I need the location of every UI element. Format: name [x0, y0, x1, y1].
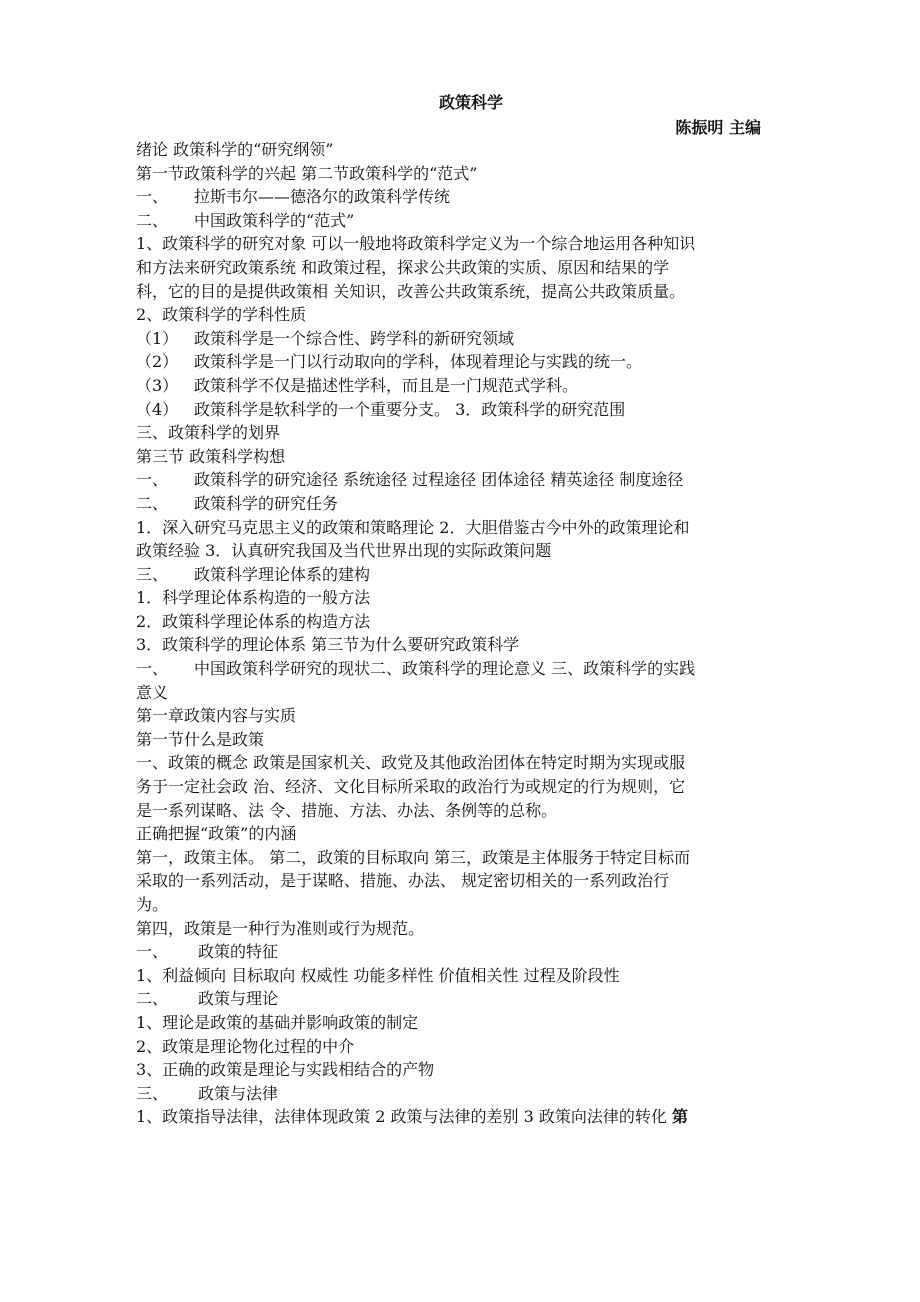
list-number: 一、 — [136, 187, 169, 207]
list-number: （4） — [136, 399, 179, 419]
line-text: 中国政策科学的“范式” — [194, 210, 355, 230]
list-number: （1） — [136, 328, 179, 348]
text-line: 第一节什么是政策 — [136, 729, 265, 749]
list-number: 三、 — [136, 1083, 169, 1103]
line-tail-bold: 第 — [671, 1107, 688, 1127]
text-line: 意义 — [136, 682, 169, 702]
line-text: 政策科学的研究途径 系统途径 过程途径 团体途径 精英途径 制度途径 — [194, 470, 684, 490]
list-number: （2） — [136, 352, 179, 372]
list-number: 二、 — [136, 493, 169, 513]
text-line — [136, 374, 786, 398]
text-line — [136, 1082, 786, 1106]
text-line: 三、政策科学的划界 — [136, 423, 281, 443]
text-line: 正确把握“政策”的内涵 — [136, 824, 297, 844]
list-number: 二、 — [136, 210, 169, 230]
text-line: 第一节政策科学的兴起 第二节政策科学的“范式” — [136, 163, 478, 183]
document-page — [136, 90, 786, 1129]
line-text: 政策与法律 — [198, 1083, 279, 1103]
text-line — [136, 468, 786, 492]
text-line — [136, 209, 786, 233]
text-line: 绪论 政策科学的“研究纲领” — [136, 140, 334, 159]
text-line: 第四，政策是一种行为准则或行为规范。 — [136, 918, 425, 938]
line-text: 政策科学理论体系的建构 — [194, 564, 371, 584]
text-line — [136, 327, 786, 351]
text-line: 3．政策科学的理论体系 第三节为什么要研究政策科学 — [136, 635, 520, 655]
list-number: 三、 — [136, 564, 169, 584]
line-text: 拉斯韦尔——德洛尔的政策科学传统 — [194, 187, 451, 207]
text-line: 1、政策科学的研究对象 可以一般地将政策科学定义为一个综合地运用各种知识 — [136, 234, 696, 254]
line-text: 1、政策指导法律，法律体现政策 2 政策与法律的差别 3 政策向法律的转化 — [136, 1107, 672, 1127]
text-line: 第一，政策主体。 第二，政策的目标取向 第三，政策是主体服务于特定目标而 — [136, 847, 691, 867]
line-text: 政策科学是软科学的一个重要分支。 3．政策科学的研究范围 — [194, 399, 626, 419]
text-line: 政策经验 3．认真研究我国及当代世界出现的实际政策问题 — [136, 541, 552, 561]
list-number: 一、 — [136, 470, 169, 490]
text-line: 一、政策的概念 政策是国家机关、政党及其他政治团体在特定时期为实现或服 — [136, 753, 686, 773]
text-line: 为。 — [136, 895, 169, 914]
list-number: 二、 — [136, 989, 169, 1009]
text-line — [136, 940, 786, 964]
list-number: 一、 — [136, 942, 169, 962]
text-line: 1、理论是政策的基础并影响政策的制定 — [136, 1012, 419, 1032]
text-line — [136, 1105, 786, 1129]
line-text: 政策科学不仅是描述性学科，而且是一门规范式学科。 — [194, 375, 579, 395]
text-line: 第一章政策内容与实质 — [136, 706, 297, 726]
line-text: 政策科学是一门以行动取向的学科，体现着理论与实践的统一。 — [194, 352, 643, 372]
text-line: 2．政策科学理论体系的构造方法 — [136, 611, 371, 631]
document-body — [136, 138, 786, 1129]
text-line: 1．科学理论体系构造的一般方法 — [136, 588, 371, 608]
text-line: 务于一定社会政 治、经济、文化目标所采取的政治行为或规定的行为规则，它 — [136, 777, 686, 797]
line-text: 中国政策科学研究的现状二、政策科学的理论意义 三、政策科学的实践 — [194, 659, 696, 679]
document-author: 陈振明 主编 — [675, 118, 761, 137]
text-line — [136, 350, 786, 374]
line-text: 政策科学的研究任务 — [194, 493, 339, 513]
line-text: 政策科学是一个综合性、跨学科的新研究领域 — [194, 328, 515, 348]
text-line — [136, 185, 786, 209]
line-text: 政策与理论 — [198, 989, 279, 1009]
line-text: 政策的特征 — [198, 942, 279, 962]
document-title: 政策科学 — [438, 93, 503, 112]
text-line: 2、政策是理论物化过程的中介 — [136, 1036, 355, 1056]
text-line — [136, 563, 786, 587]
text-line — [136, 398, 786, 422]
text-line — [136, 492, 786, 516]
text-line — [136, 987, 786, 1011]
text-line: 第三节 政策科学构想 — [136, 446, 286, 466]
text-line: 采取的一系列活动，是于谋略、措施、办法、 规定密切相关的一系列政治行 — [136, 871, 670, 891]
text-line: 和方法来研究政策系统 和政策过程，探求公共政策的实质、原因和结果的学 — [136, 257, 670, 277]
text-line: 1、利益倾向 目标取向 权威性 功能多样性 价值相关性 过程及阶段性 — [136, 965, 620, 985]
text-line: 3、正确的政策是理论与实践相结合的产物 — [136, 1060, 435, 1080]
text-line: 是一系列谋略、法 令、措施、方法、办法、条例等的总称。 — [136, 800, 558, 820]
list-number: 一、 — [136, 659, 169, 679]
text-line: 科，它的目的是提供政策相 关知识，改善公共政策系统，提高公共政策质量。 — [136, 281, 686, 301]
text-line: 2、政策科学的学科性质 — [136, 305, 307, 325]
text-line: 1．深入研究马克思主义的政策和策略理论 2．大胆借鉴古今中外的政策理论和 — [136, 517, 690, 537]
text-line — [136, 657, 786, 681]
list-number: （3） — [136, 375, 179, 395]
